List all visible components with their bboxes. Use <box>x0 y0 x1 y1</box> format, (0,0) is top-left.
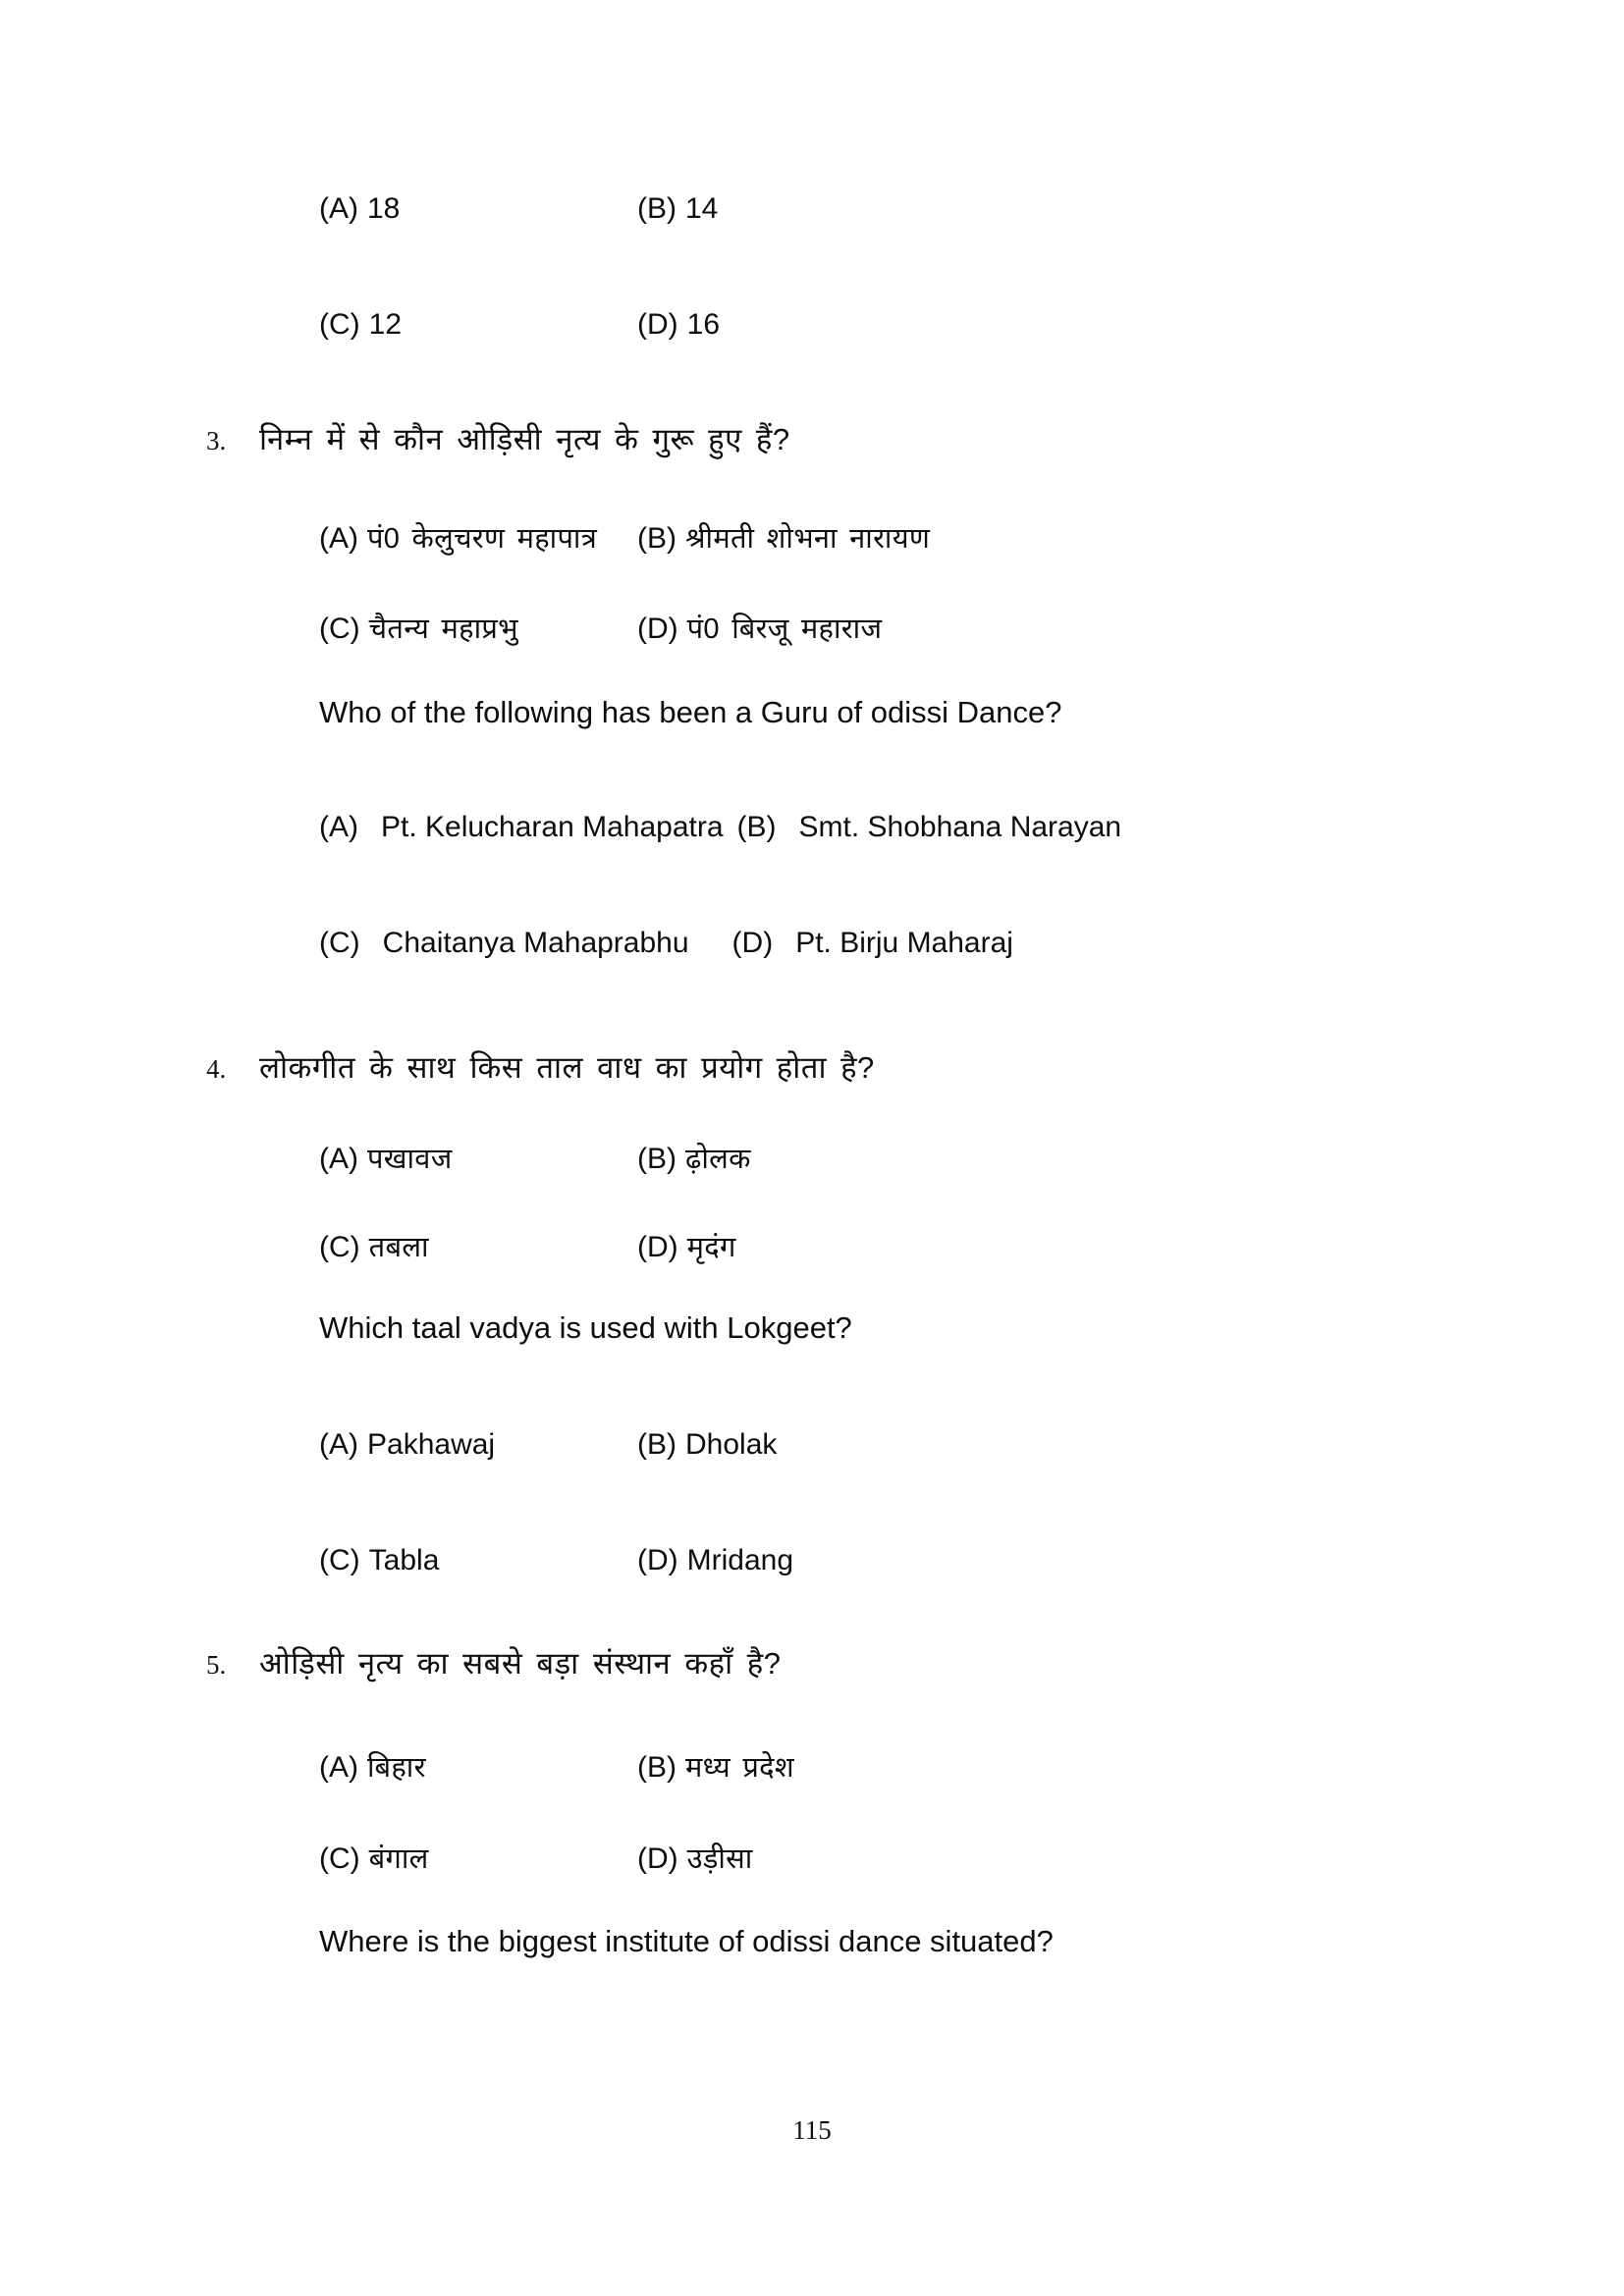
question-3-option-b-hindi[interactable] <box>637 518 930 557</box>
option-label-d: (D) <box>637 1842 678 1875</box>
option-label-c: (C) <box>319 1231 360 1263</box>
option-label-b: (B) <box>637 522 677 555</box>
question-4-option-c-hindi[interactable] <box>208 1227 637 1265</box>
question-4-stem-hindi: लोकगीत के साथ किस ताल वाध का प्रयोग होता है? <box>259 1050 875 1085</box>
question-5-options-hindi-row-2 <box>208 1839 1426 1877</box>
option-label-a: (A) <box>319 1428 358 1461</box>
option-label-c: (C) <box>319 613 360 645</box>
question-4-option-c-english[interactable] <box>208 1544 637 1577</box>
option-text-d: उड़ीसा <box>686 1843 753 1875</box>
option-text-a: 18 <box>367 192 401 225</box>
page-number: 115 <box>792 2115 832 2145</box>
question-5-option-a-hindi[interactable] <box>208 1747 637 1786</box>
option-text-c: 12 <box>368 308 403 341</box>
option-label-d: (D) <box>637 1231 678 1263</box>
option-label-a: (A) <box>319 1751 358 1784</box>
option-text-a[interactable]: Pt. Kelucharan Mahapatra <box>381 811 724 843</box>
question-5-heading <box>198 1642 781 1683</box>
option-d[interactable] <box>637 308 720 342</box>
question-5-number: 5. <box>206 1650 227 1680</box>
question-4-heading <box>198 1046 875 1088</box>
option-label-a: (A) <box>319 811 358 843</box>
option-label-d: (D) <box>731 927 774 959</box>
question-3-options-hindi-row-1 <box>208 518 1426 557</box>
question-5-option-b-hindi[interactable] <box>637 1747 794 1786</box>
question-3-options-english-row-1 <box>319 811 1121 844</box>
option-label-b: (B) <box>637 1428 677 1461</box>
option-text-a: पखावज <box>367 1144 453 1175</box>
option-label-a: (A) <box>319 192 358 225</box>
question-4-options-english-row-1 <box>208 1428 1426 1462</box>
option-label-c: (C) <box>319 927 360 959</box>
question-4-option-a-hindi[interactable] <box>208 1139 637 1177</box>
carryover-options-row-1 <box>208 192 1426 226</box>
question-3-number: 3. <box>206 426 227 455</box>
question-5-stem-english: Where is the biggest institute of odissi dance situated? <box>319 1924 1054 1958</box>
option-label-a: (A) <box>319 522 358 555</box>
question-4-option-b-english[interactable] <box>637 1428 777 1462</box>
question-3-options-english-row-2 <box>319 927 1013 960</box>
option-c[interactable] <box>208 308 637 342</box>
option-text-c: बंगाल <box>368 1843 429 1875</box>
question-3-option-a-hindi[interactable] <box>208 518 637 557</box>
option-text-d: मृदंग <box>686 1232 736 1263</box>
option-text-c[interactable]: Chaitanya Mahaprabhu <box>382 927 689 959</box>
question-5-option-d-hindi[interactable] <box>637 1839 753 1877</box>
question-3-option-c-hindi[interactable] <box>208 609 637 647</box>
question-3-options-hindi-row-2 <box>208 609 1426 647</box>
option-text-d: पं0 बिरजू महाराज <box>686 614 883 645</box>
option-label-a: (A) <box>319 1143 358 1175</box>
option-label-c: (C) <box>319 1842 360 1875</box>
option-label-b: (B) <box>637 1143 677 1175</box>
question-3-stem-english: Who of the following has been a Guru of odissi Dance? <box>319 695 1062 729</box>
question-4-options-hindi-row-1 <box>208 1139 1426 1177</box>
option-label-b: (B) <box>637 1751 677 1784</box>
question-3-option-d-hindi[interactable] <box>637 609 882 647</box>
option-text-c: Tabla <box>368 1544 440 1576</box>
question-4-number: 4. <box>206 1054 227 1084</box>
question-4-options-hindi-row-2 <box>208 1227 1426 1265</box>
question-4-option-b-hindi[interactable] <box>637 1139 751 1177</box>
option-text-b[interactable]: Smt. Shobhana Narayan <box>798 811 1122 843</box>
option-label-c: (C) <box>319 1544 360 1576</box>
option-text-a: बिहार <box>367 1752 426 1784</box>
option-label-b: (B) <box>637 192 677 225</box>
option-text-a: पं0 केलुचरण महापात्र <box>367 523 598 555</box>
question-4-option-d-english[interactable] <box>637 1544 793 1577</box>
option-text-c: चैतन्य महाप्रभु <box>368 614 518 645</box>
question-3-stem-hindi: निम्न में से कौन ओड़िसी नृत्य के गुरू हुए हैं? <box>259 422 790 456</box>
option-text-d: Mridang <box>686 1544 794 1576</box>
option-text-b: 14 <box>685 192 719 225</box>
option-text-b: मध्य प्रदेश <box>685 1752 794 1784</box>
question-4-option-a-english[interactable] <box>208 1428 637 1462</box>
option-a[interactable] <box>208 192 637 226</box>
option-text-a: Pakhawaj <box>367 1428 496 1461</box>
option-text-d[interactable]: Pt. Birju Maharaj <box>795 927 1013 959</box>
option-b[interactable] <box>637 192 718 226</box>
question-5-stem-hindi: ओड़िसी नृत्य का सबसे बड़ा संस्थान कहाँ है? <box>259 1646 782 1681</box>
carryover-options-row-2 <box>208 308 1426 342</box>
question-5-option-c-hindi[interactable] <box>208 1839 637 1877</box>
option-label-d: (D) <box>637 308 678 341</box>
option-label-d: (D) <box>637 613 678 645</box>
option-text-d: 16 <box>686 308 721 341</box>
question-5-options-hindi-row-1 <box>208 1747 1426 1786</box>
option-text-b: Dholak <box>685 1428 778 1461</box>
question-4-option-d-hindi[interactable] <box>637 1227 736 1265</box>
question-4-stem-english: Which taal vadya is used with Lokgeet? <box>319 1310 852 1345</box>
question-4-options-english-row-2 <box>208 1544 1426 1577</box>
question-3-heading <box>198 418 790 459</box>
option-text-c: तबला <box>368 1232 429 1263</box>
option-text-b: श्रीमती शोभना नारायण <box>685 523 931 555</box>
option-label-d: (D) <box>637 1544 678 1576</box>
option-label-c: (C) <box>319 308 360 341</box>
option-text-b: ढ़ोलक <box>685 1144 751 1175</box>
option-label-b: (B) <box>736 811 777 843</box>
